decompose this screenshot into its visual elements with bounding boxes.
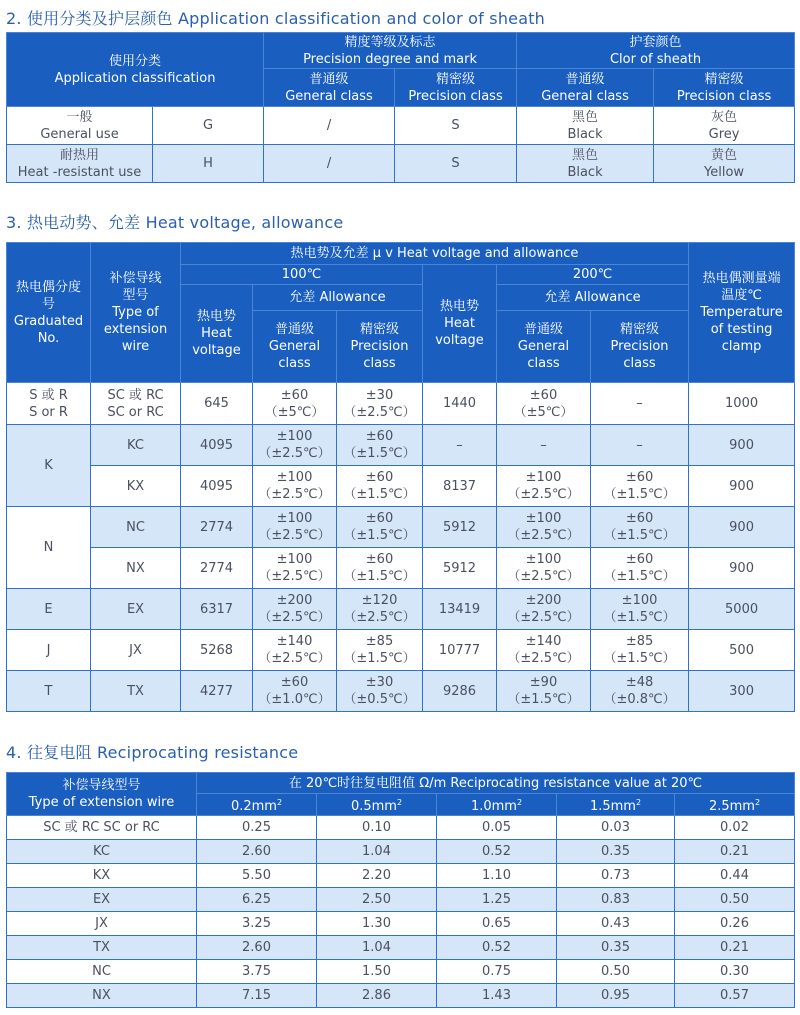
table-row: N NC 2774 ±100 （±2.5℃） ±60 （±1.5℃） 5912 ±100 （±2.5℃） ±60 （±1.5℃） 900 xyxy=(7,507,795,548)
header-200c: 200℃ xyxy=(497,265,689,285)
header-sheath-color: 护套颜色 Clor of sheath xyxy=(517,33,795,69)
header-emf-200: 热电势 Heat voltage xyxy=(423,265,497,383)
table-row: T TX 4277 ±60 （±1.0℃） ±30 （±0.5℃） 9286 ±90 （±1.5℃） ±48 （±0.8℃） 300 xyxy=(7,671,795,712)
table-row: 耐热用 Heat -resistant use H / S 黑色 Black 黄色 Yellow xyxy=(7,145,795,183)
resistance-table xyxy=(6,772,795,1008)
size-header: $0.5mm^2$ xyxy=(317,794,437,816)
header-resistance: 在 20℃时往复电阻值 Ω/m Reciprocating resistance value at 20℃ xyxy=(197,773,795,794)
header-precision: 精度等级及标志 Precision degree and mark xyxy=(264,33,517,69)
table-row: J JX 5268 ±140 （±2.5℃） ±85 （±1.5℃） 10777 ±140 （±2.5℃） ±85 （±1.5℃） 500 xyxy=(7,630,795,671)
header-precision-100: 精密级 Precision class xyxy=(337,311,423,383)
header-100c: 100℃ xyxy=(181,265,423,285)
heat-voltage-table xyxy=(6,242,795,712)
header-precision-class: 精密级 Precision class xyxy=(395,69,517,107)
header-type: 补偿导线 型号 Type of extension wire xyxy=(91,243,181,383)
section-4-title: 4. 往复电阻 Reciprocating resistance xyxy=(6,743,299,762)
table-row: E EX 6317 ±200 （±2.5℃） ±120 （±2.5℃） 13419 ±200 （±2.5℃） ±100 （±1.5℃） 5000 xyxy=(7,589,795,630)
table-row: EX 6.25 2.50 1.25 0.83 0.50 xyxy=(7,888,795,912)
header-general-100: 普通级 General class xyxy=(253,311,337,383)
header-general-200: 普通级 General class xyxy=(497,311,591,383)
table-row: NC 3.75 1.50 0.75 0.50 0.30 xyxy=(7,960,795,984)
table-row: KX 5.50 2.20 1.10 0.73 0.44 xyxy=(7,864,795,888)
header-graduated: 热电偶分度 号 Graduated No. xyxy=(7,243,91,383)
header-general: 普通级 General class xyxy=(264,69,395,107)
size-header: $2.5mm^2$ xyxy=(675,794,795,816)
table-row: KX 4095 ±100 （±2.5℃） ±60 （±1.5℃） 8137 ±100 （±2.5℃） ±60 （±1.5℃） 900 xyxy=(7,466,795,507)
header-emf-100: 热电势 Heat voltage xyxy=(181,285,253,383)
table-row: SC 或 RC SC or RC 0.25 0.10 0.05 0.03 0.02 xyxy=(7,816,795,840)
header-general-color: 普通级 General class xyxy=(517,69,654,107)
table-row: KC 2.60 1.04 0.52 0.35 0.21 xyxy=(7,840,795,864)
table-row: JX 3.25 1.30 0.65 0.43 0.26 xyxy=(7,912,795,936)
section-2-title: 2. 使用分类及护层颜色 Application classification and color of sheath xyxy=(6,9,546,28)
header-temperature: 热电偶测量端 温度℃ Temperature of testing clamp xyxy=(689,243,795,383)
header-precision-color: 精密级 Precision class xyxy=(654,69,795,107)
header-allowance-100: 允差 Allowance xyxy=(253,285,423,311)
table-row: S 或 R S or R SC 或 RC SC or RC 645 ±60 （±5℃） ±30 （±2.5℃） 1440 ±60 （±5℃） – 1000 xyxy=(7,383,795,425)
size-header: $1.5mm^2$ xyxy=(557,794,675,816)
application-table xyxy=(6,32,795,183)
table-row: NX 7.15 2.86 1.43 0.95 0.57 xyxy=(7,984,795,1008)
table-row: NX 2774 ±100 （±2.5℃） ±60 （±1.5℃） 5912 ±100 （±2.5℃） ±60 （±1.5℃） 900 xyxy=(7,548,795,589)
header-heat-voltage: 热电势及允差 μ v Heat voltage and allowance xyxy=(181,243,689,265)
header-allowance-200: 允差 Allowance xyxy=(497,285,689,311)
header-type-extension-wire: 补偿导线型号 Type of extension wire xyxy=(7,773,197,816)
table-row: 一般 General use G / S 黑色 Black 灰色 Grey xyxy=(7,107,795,145)
size-header: $0.2mm^2$ xyxy=(197,794,317,816)
table-row: TX 2.60 1.04 0.52 0.35 0.21 xyxy=(7,936,795,960)
header-precision-200: 精密级 Precision class xyxy=(591,311,689,383)
header-application: 使用分类 Application classification xyxy=(7,33,264,107)
section-3-title: 3. 热电动势、允差 Heat voltage, allowance xyxy=(6,213,344,232)
table-row: K KC 4095 ±100 （±2.5℃） ±60 （±1.5℃） – – – 900 xyxy=(7,425,795,466)
size-header: $1.0mm^2$ xyxy=(437,794,557,816)
